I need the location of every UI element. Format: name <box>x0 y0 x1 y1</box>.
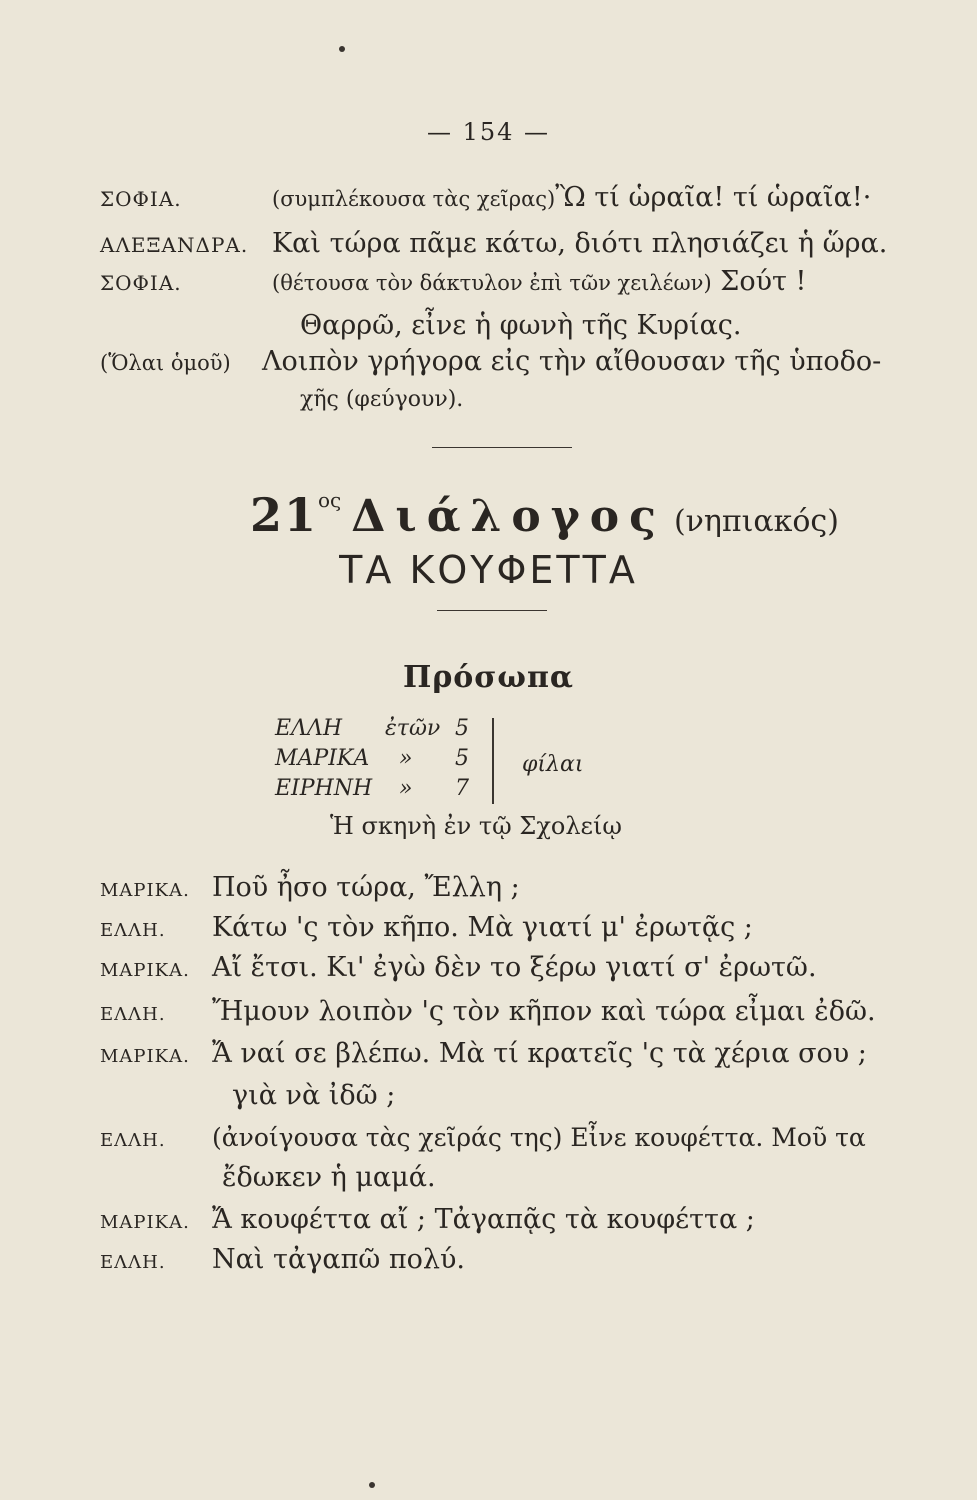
cast-row <box>275 716 469 741</box>
line-text: Ἄ ναί σε βλέπω. Μὰ τί κρατεῖς 'ς τὰ χέρια σου ; <box>212 1038 867 1069</box>
speaker: ΣΟΦΙΑ. <box>100 271 182 295</box>
line-text: Καὶ τώρα πᾶμε κάτω, διότι πλησιάζει ἡ ὥρα. <box>272 228 888 259</box>
cast-name: ΕΛΛΗ <box>275 716 343 741</box>
divider <box>432 447 572 448</box>
dialogue-subtitle: (νηπιακός) <box>673 504 839 539</box>
cast-unit: ἐτῶν <box>385 716 441 741</box>
dialogue-line <box>100 870 907 909</box>
speaker: ΕΛΛΗ. <box>100 1004 166 1025</box>
cast-age: 5 <box>455 746 469 771</box>
cast-row <box>275 776 469 801</box>
speaker: ΜΑΡΙΚΑ. <box>100 880 190 901</box>
dialogue-line <box>100 994 907 1033</box>
top-line-6: χῆς (φεύγουν). <box>300 387 464 412</box>
page-number: — 154 — <box>426 118 551 146</box>
stage-direction: (θέτουσα τὸν δάκτυλον ἐπὶ τῶν χειλέων) <box>272 271 712 295</box>
cast-name: ΕΙΡΗΝΗ <box>275 776 373 801</box>
line-text: Λοιπὸν γρήγορα εἰς τὴν αἴθουσαν τῆς ὑποδο- <box>262 346 882 377</box>
persons-heading: Πρόσωπα <box>402 660 575 695</box>
speaker: ΕΛΛΗ. <box>100 1252 166 1273</box>
dialogue-line <box>100 910 907 949</box>
cast-note: φίλαι <box>522 752 584 777</box>
top-line-3 <box>100 264 907 301</box>
cast-name: ΜΑΡΙΚΑ <box>275 746 370 771</box>
print-speck <box>369 1482 375 1488</box>
dialogue-line <box>100 1242 907 1281</box>
top-line-4: Θαρρῶ, εἶνε ἡ φωνὴ τῆς Κυρίας. <box>300 310 742 341</box>
speaker: ΑΛΕΞΑΝΔΡΑ. <box>100 233 249 257</box>
top-line-1 <box>100 180 907 217</box>
speaker: ΕΛΛΗ. <box>100 1130 166 1151</box>
dialogue-word: Διάλογος <box>351 491 666 542</box>
dialogue-continuation: γιὰ νὰ ἰδῶ ; <box>232 1080 396 1111</box>
dialogue-line <box>100 1036 907 1075</box>
divider <box>437 610 547 611</box>
print-speck <box>339 46 345 52</box>
speaker: ΜΑΡΙΚΑ. <box>100 1046 190 1067</box>
cast-age: 5 <box>455 716 469 741</box>
cast-unit: » <box>399 746 413 771</box>
cast-age: 7 <box>455 776 469 801</box>
line-text: Ποῦ ἦσο τώρα, Ἔλλη ; <box>212 872 520 903</box>
line-text: Ἤμουν λοιπὸν 'ς τὸν κῆπον καὶ τώρα εἶμαι ἐδῶ. <box>212 996 876 1027</box>
top-line-5 <box>100 344 907 381</box>
dialogue-line <box>100 950 907 989</box>
line-text: Κάτω 'ς τὸν κῆπο. Μὰ γιατί μ' ἐρωτᾷς ; <box>212 912 753 943</box>
speaker: ΜΑΡΙΚΑ. <box>100 960 190 981</box>
cast-unit: » <box>399 776 413 801</box>
line-text: Σούτ ! <box>720 266 807 297</box>
cast-row <box>275 746 469 771</box>
line-text: Αἴ ἔτσι. Κι' ἐγὼ δὲν το ξέρω γιατί σ' ἐρωτῶ. <box>212 952 817 983</box>
top-line-2 <box>100 226 907 263</box>
line-text: Ὢ τί ὡραῖα! τί ὡραῖα!· <box>555 182 872 213</box>
line-text: (ἀνοίγουσα τὰς χεῖράς της) Εἶνε κουφέττα. Μοῦ τα <box>212 1123 866 1152</box>
speaker: (Ὅλαι ὁμοῦ) <box>100 351 231 375</box>
dialogue-number-suffix: ος <box>318 488 342 512</box>
dialogue-line <box>100 1202 907 1241</box>
dialogue-continuation: ἔδωκεν ἡ μαμά. <box>222 1162 436 1193</box>
speaker: ΣΟΦΙΑ. <box>100 187 182 211</box>
line-text: Ναὶ τἀγαπῶ πολύ. <box>212 1244 466 1275</box>
section-heading: ΤΑ ΚΟΥΦΕΤΤΑ <box>339 548 638 592</box>
speaker: ΕΛΛΗ. <box>100 920 166 941</box>
dialogue-title <box>250 488 839 542</box>
stage-direction: (συμπλέκουσα τὰς χεῖρας) <box>272 187 556 211</box>
dialogue-line <box>100 1120 907 1159</box>
line-text: Ἄ κουφέττα αἴ ; Τἀγαπᾷς τὰ κουφέττα ; <box>212 1204 755 1235</box>
scene-note: Ἡ σκηνὴ ἐν τῷ Σχολείῳ <box>330 812 622 840</box>
speaker: ΜΑΡΙΚΑ. <box>100 1212 190 1233</box>
brace <box>492 718 504 804</box>
dialogue-number: 21 <box>250 488 319 542</box>
